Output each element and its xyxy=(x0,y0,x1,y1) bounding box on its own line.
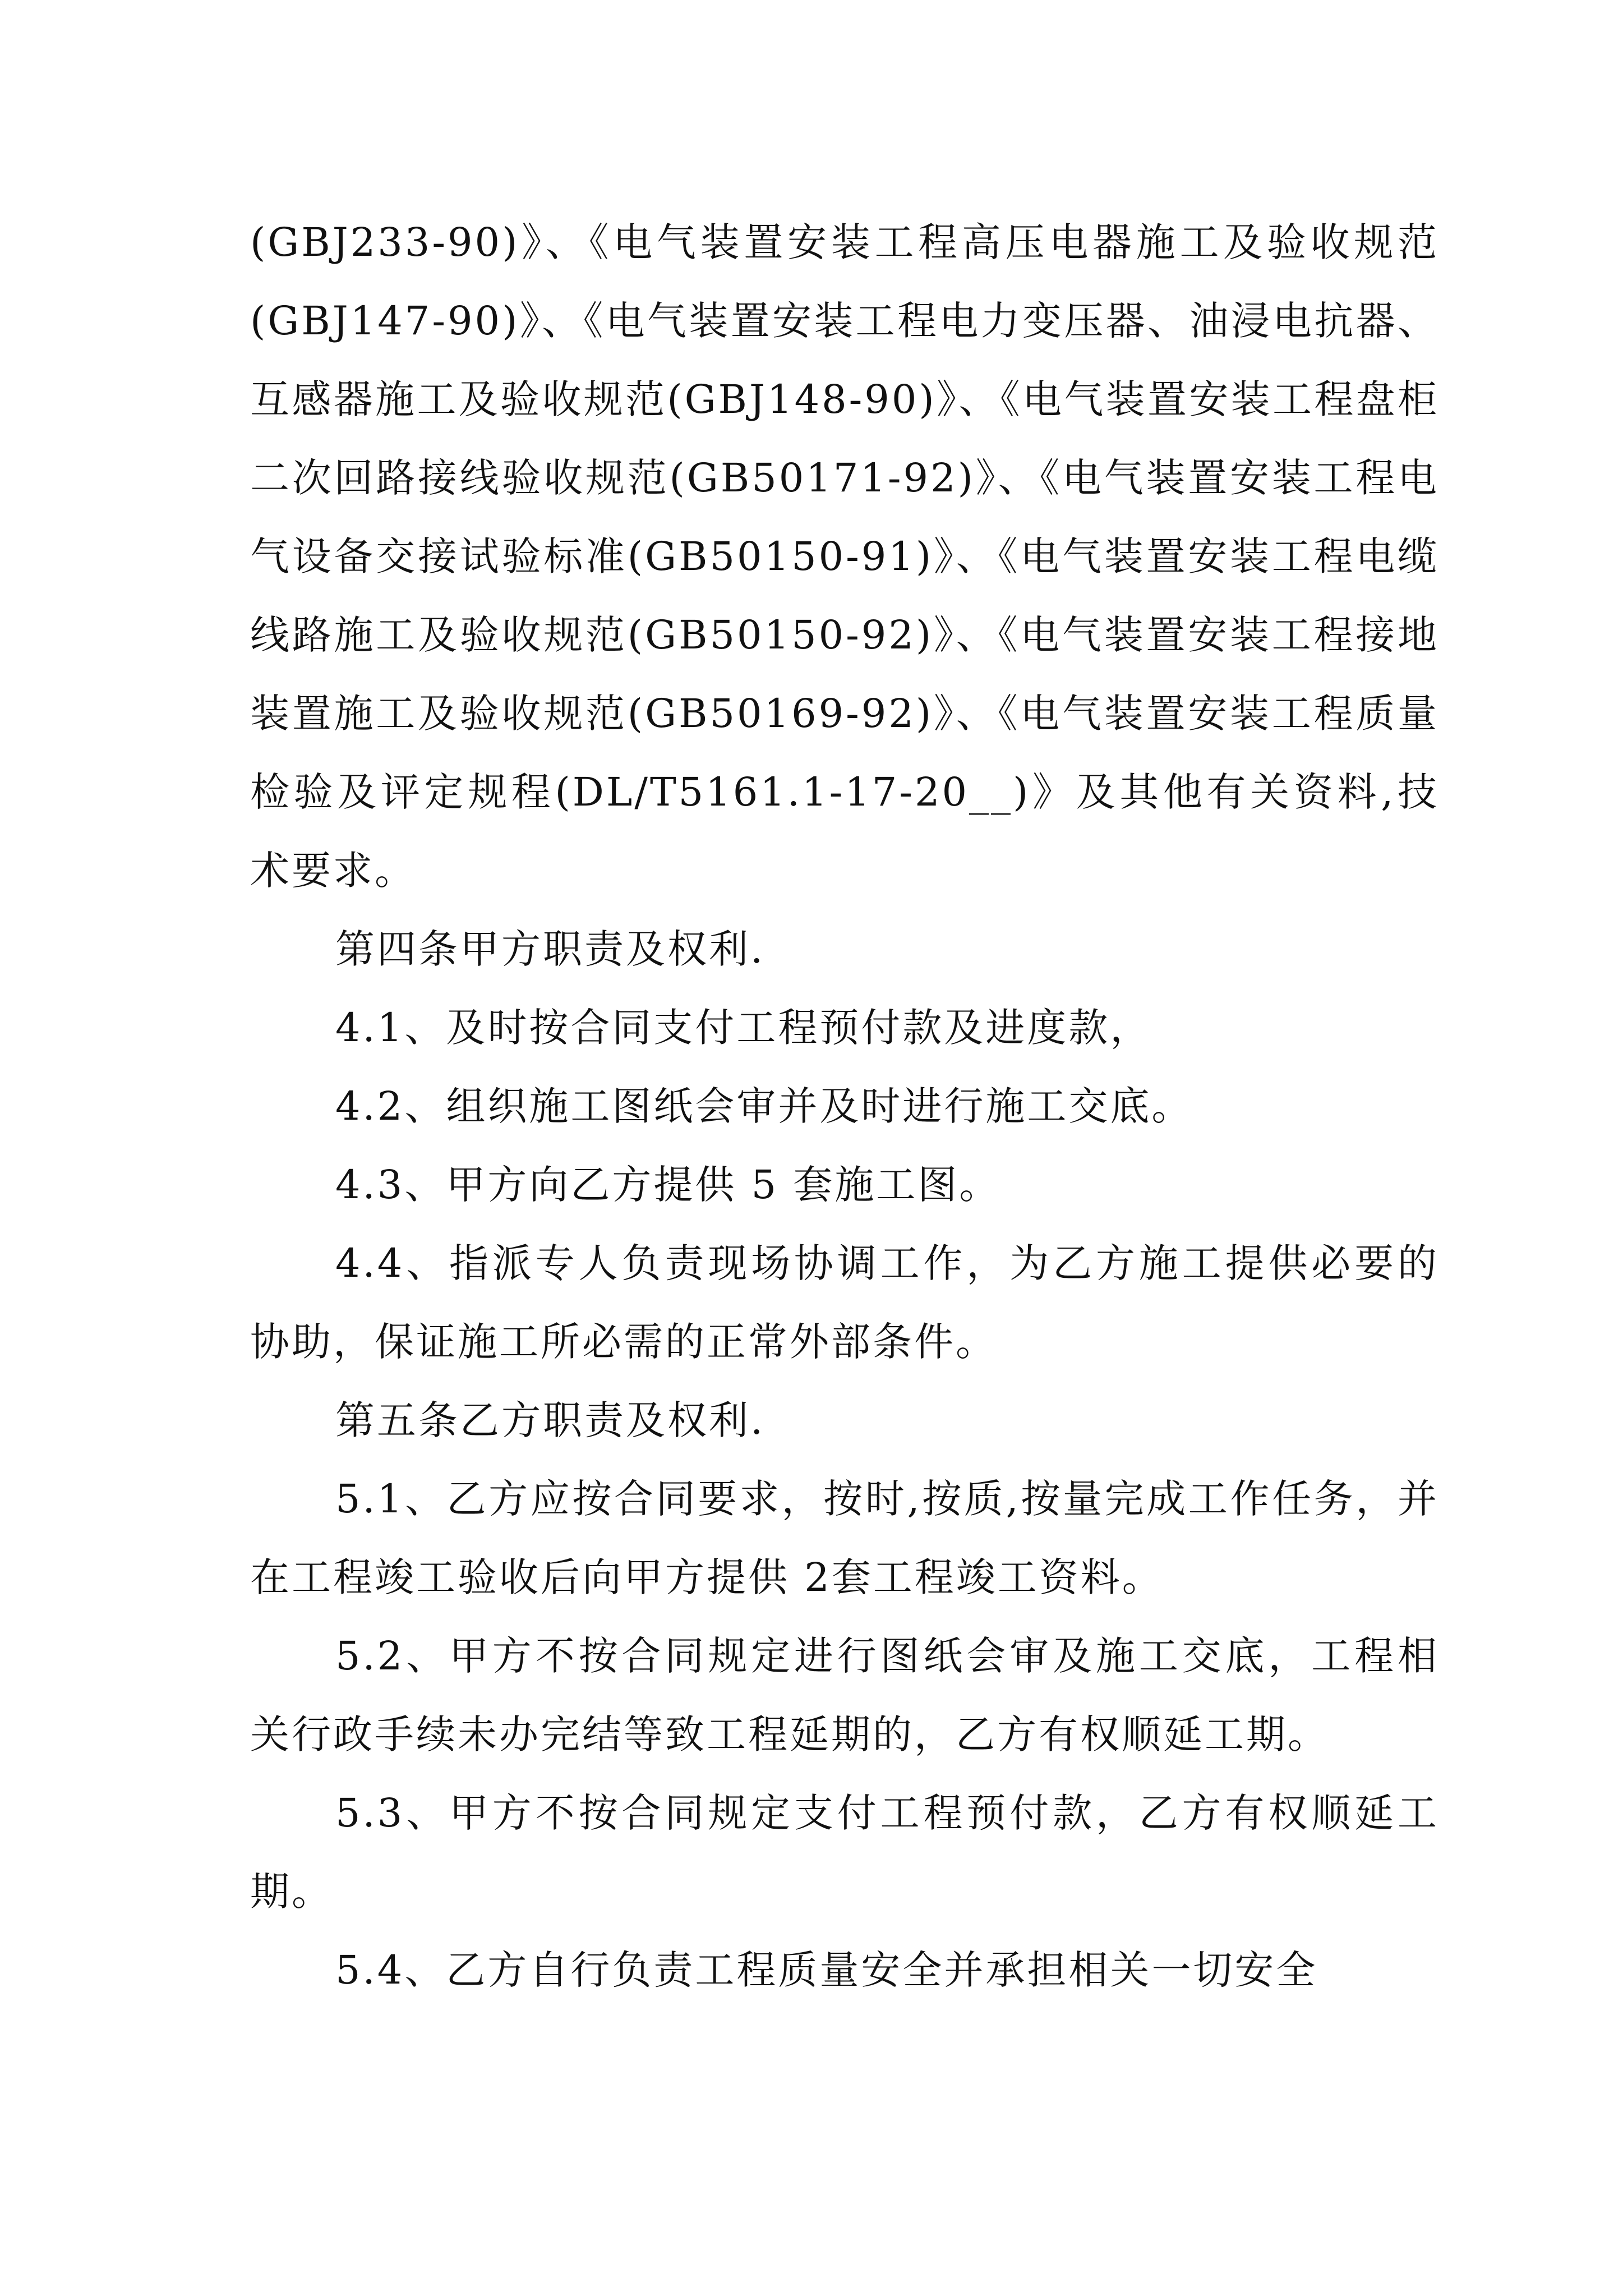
clause-4-3: 4.3、甲方向乙方提供 5 套施工图。 xyxy=(335,1162,1001,1208)
clause-4-4: 4.4、指派专人负责现场协调工作，为乙方施工提供必要的协助，保证施工所必需的正常外部条件。 xyxy=(250,1240,1439,1365)
paragraph-standards-list: (GBJ233-90)》、《电气装置安装工程高压电器施工及验收规范(GBJ147-90)》、《电气装置安装工程电力变压器、油浸电抗器、互感器施工及验收规范(GBJ148-90)》、《电气装置安装工程盘柜二次回路接线验收规范(GB50171-92)》、《电气装置安装工程电气设备交接试验标准(GB50150-91)》、《电气装置安装工程电缆线路施工及验收规范(GB50150-92)》、《电气装置安装工程接地装置施工及验收规范(GB50169-92)》、《电气装置安装工程质量检验及评定规程(DL/T5161.1-17-20__)》及其他有关资料,技术要求。 xyxy=(250,219,1439,894)
clause-4-2: 4.2、组织施工图纸会审并及时进行施工交底。 xyxy=(335,1083,1193,1129)
clause-4-1: 4.1、及时按合同支付工程预付款及进度款， xyxy=(335,1005,1152,1051)
clause-5-4: 5.4、乙方自行负责工程质量安全并承担相关一切安全 xyxy=(335,1947,1318,1993)
article-5-heading: 第五条乙方职责及权利. xyxy=(335,1397,766,1443)
document-body xyxy=(250,203,1439,2009)
clause-5-3: 5.3、甲方不按合同规定支付工程预付款，乙方有权顺延工期。 xyxy=(250,1790,1439,1915)
clause-5-2: 5.2、甲方不按合同规定进行图纸会审及施工交底，工程相关行政手续未办完结等致工程延期的，乙方有权顺延工期。 xyxy=(250,1633,1439,1757)
article-4-heading: 第四条甲方职责及权利. xyxy=(335,926,766,972)
clause-5-1: 5.1、乙方应按合同要求，按时,按质,按量完成工作任务，并在工程竣工验收后向甲方提供 2套工程竣工资料。 xyxy=(250,1476,1439,1600)
